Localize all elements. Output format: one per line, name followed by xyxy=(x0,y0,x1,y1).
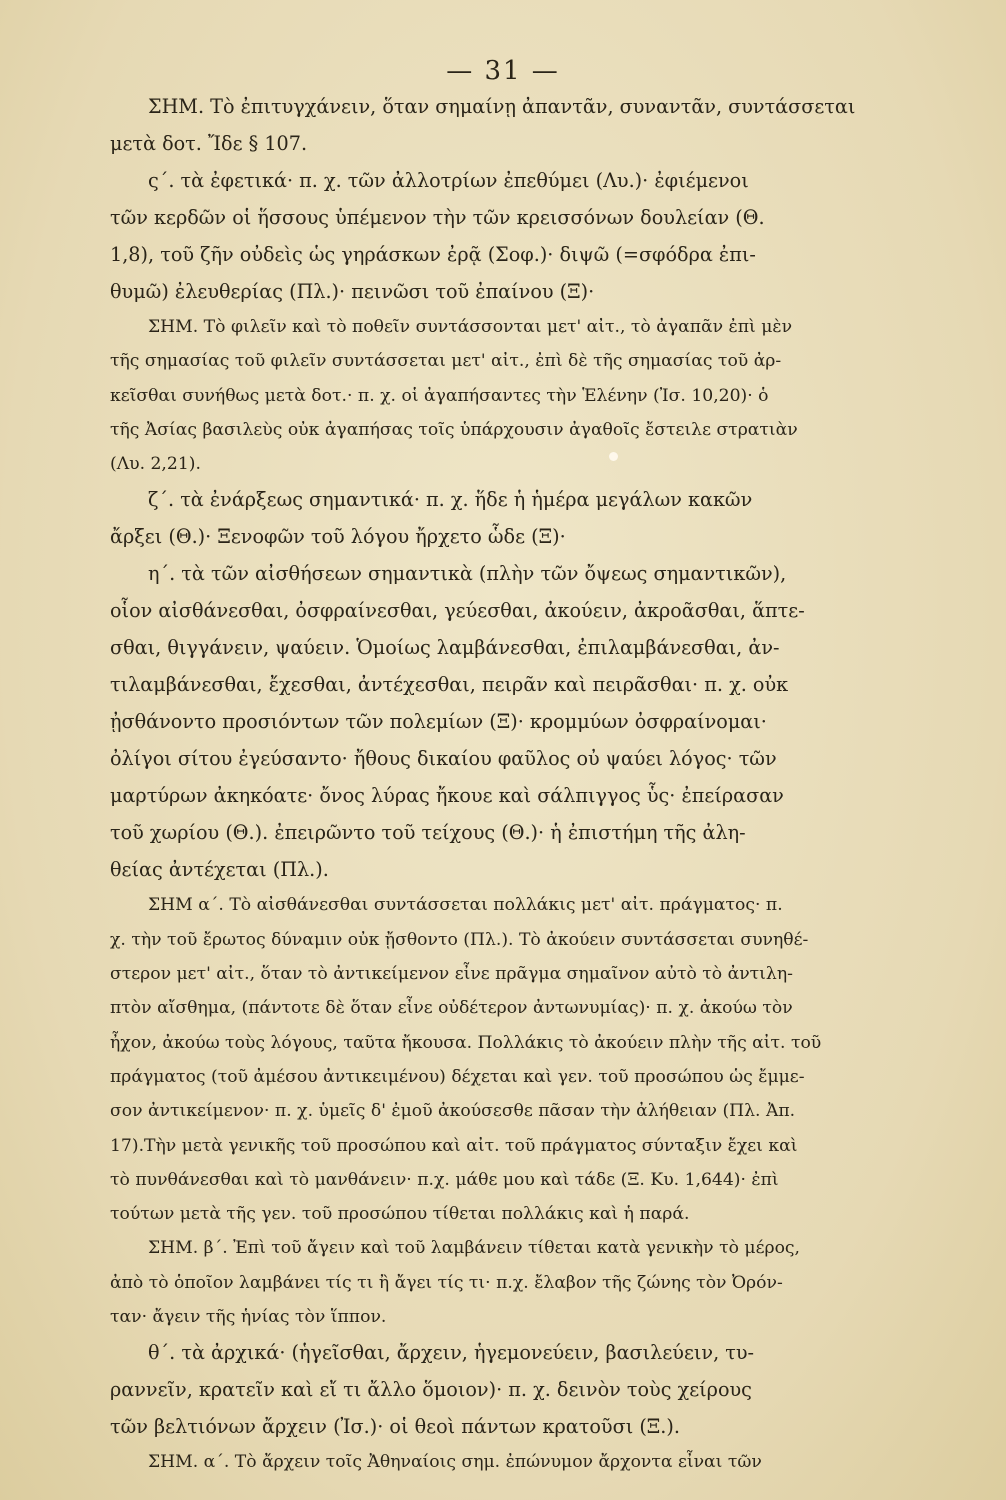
text-line: τῶν κερδῶν οἱ ἥσσους ὑπέμενον τὴν τῶν κρεισσόνων δουλείαν (Θ. xyxy=(110,206,765,229)
text-line: (Λυ. 2,21). xyxy=(110,454,201,475)
text-line: σθαι, θιγγάνειν, ψαύειν. Ὁμοίως λαμβάνεσθαι, ἐπιλαμβάνεσθαι, ἀν- xyxy=(110,636,780,660)
text-line: τούτων μετὰ τῆς γεν. τοῦ προσώπου τίθεται πολλάκις καὶ ἡ παρά. xyxy=(110,1204,690,1225)
page-number: — 31 — xyxy=(446,56,560,86)
text-line: ΣΗΜ α΄. Τὸ αἰσθάνεσθαι συντάσσεται πολλάκις μετ' αἰτ. πράγματος· π. xyxy=(148,895,783,916)
text-line: ΣΗΜ. Τὸ φιλεῖν καὶ τὸ ποθεῖν συντάσσονται μετ' αἰτ., τὸ ἀγαπᾶν ἐπὶ μὲν xyxy=(148,317,793,337)
text-line: 1,8), τοῦ ζῆν οὐδεὶς ὡς γηράσκων ἐρᾷ (Σοφ.)· διψῶ (=σφόδρα ἐπι- xyxy=(110,243,756,266)
text-line: ΣΗΜ. β΄. Ἐπὶ τοῦ ἄγειν καὶ τοῦ λαμβάνειν τίθεται κατὰ γενικὴν τὸ μέρος, xyxy=(148,1238,801,1259)
text-line: ἦχον, ἀκούω τοὺς λόγους, ταῦτα ἤκουσα. Πολλάκις τὸ ἀκούειν πλὴν τῆς αἰτ. τοῦ xyxy=(110,1032,822,1053)
text-line: ἀπὸ τὸ ὁποῖον λαμβάνει τίς τι ἢ ἄγει τίς τι· π.χ. ἔλαβον τῆς ζώνης τὸν Ὀρόν- xyxy=(110,1272,783,1293)
text-line: τὸ πυνθάνεσθαι καὶ τὸ μανθάνειν· π.χ. μάθε μου καὶ τάδε (Ξ. Κυ. 1,644)· ἐπὶ xyxy=(110,1169,779,1190)
text-line: ᾐσθάνοντο προσιόντων τῶν πολεμίων (Ξ)· κρομμύων ὀσφραίνομαι· xyxy=(110,710,767,734)
text-line: κεῖσθαι συνήθως μετὰ δοτ.· π. χ. οἱ ἀγαπήσαντες τὴν Ἑλένην (Ἰσ. 10,20)· ὁ xyxy=(110,385,769,406)
text-line: χ. τὴν τοῦ ἔρωτος δύναμιν οὐκ ᾔσθοντο (Πλ.). Τὸ ἀκούειν συντάσσεται συνηθέ- xyxy=(110,929,809,950)
text-line: ΣΗΜ. α΄. Τὸ ἄρχειν τοῖς Ἀθηναίοις σημ. ἐπώνυμον ἄρχοντα εἶναι τῶν xyxy=(148,1452,762,1473)
text-line: ς΄. τὰ ἐφετικά· π. χ. τῶν ἀλλοτρίων ἐπεθύμει (Λυ.)· ἐφιέμενοι xyxy=(148,169,749,192)
text-line: ταν· ἄγειν τῆς ἡνίας τὸν ἵππον. xyxy=(110,1307,387,1328)
text-line: 17).Τὴν μετὰ γενικῆς τοῦ προσώπου καὶ αἰτ. τοῦ πράγματος σύνταξιν ἔχει καὶ xyxy=(110,1135,798,1156)
text-line: ζ΄. τὰ ἐνάρξεως σημαντικά· π. χ. ἥδε ἡ ἡμέρα μεγάλων κακῶν xyxy=(148,488,753,512)
text-line: τοῦ χωρίου (Θ.). ἐπειρῶντο τοῦ τείχους (Θ.)· ἡ ἐπιστήμη τῆς ἀλη- xyxy=(110,821,746,845)
text-line: ΣΗΜ. Τὸ ἐπιτυγχάνειν, ὅταν σημαίνῃ ἀπαντᾶν, συναντᾶν, συντάσσεται xyxy=(148,95,856,118)
text-line: πράγματος (τοῦ ἀμέσου ἀντικειμένου) δέχεται καὶ γεν. τοῦ προσώπου ὡς ἔμμε- xyxy=(110,1066,805,1087)
text-line: οἷον αἰσθάνεσθαι, ὀσφραίνεσθαι, γεύεσθαι, ἀκούειν, ἀκροᾶσθαι, ἅπτε- xyxy=(110,599,805,623)
text-line: τιλαμβάνεσθαι, ἔχεσθαι, ἀντέχεσθαι, πειρᾶν καὶ πειρᾶσθαι· π. χ. οὐκ xyxy=(110,673,789,697)
text-line: ἄρξει (Θ.)· Ξενοφῶν τοῦ λόγου ἤρχετο ὧδε (Ξ)· xyxy=(110,525,566,549)
text-line: μαρτύρων ἀκηκόατε· ὄνος λύρας ἤκουε καὶ σάλπιγγος ὗς· ἐπείρασαν xyxy=(110,784,784,808)
text-line: σον ἀντικείμενον· π. χ. ὑμεῖς δ' ἐμοῦ ἀκούσεσθε πᾶσαν τὴν ἀλήθειαν (Πλ. Ἀπ. xyxy=(110,1101,796,1122)
text-line: τῆς Ἀσίας βασιλεὺς οὐκ ἀγαπήσας τοῖς ὑπάρχουσιν ἀγαθοῖς ἔστειλε στρατιὰν xyxy=(110,419,798,440)
page-text-body xyxy=(110,88,880,1480)
text-line: θείας ἀντέχεται (Πλ.). xyxy=(110,858,329,882)
text-line: θυμῶ) ἐλευθερίας (Πλ.)· πεινῶσι τοῦ ἐπαίνου (Ξ)· xyxy=(110,280,595,303)
text-line: η΄. τὰ τῶν αἰσθήσεων σημαντικὰ (πλὴν τῶν ὄψεως σημαντικῶν), xyxy=(148,562,787,586)
text-line: ὀλίγοι σίτου ἐγεύσαντο· ἤθους δικαίου φαῦλος οὐ ψαύει λόγος· τῶν xyxy=(110,747,777,771)
text-line: θ΄. τὰ ἀρχικά· (ἡγεῖσθαι, ἄρχειν, ἡγεμονεύειν, βασιλεύειν, τυ- xyxy=(148,1341,755,1365)
text-line: ραννεῖν, κρατεῖν καὶ εἴ τι ἄλλο ὅμοιον)· π. χ. δεινὸν τοὺς χείρους xyxy=(110,1378,752,1402)
text-line: πτὸν αἴσθημα, (πάντοτε δὲ ὅταν εἶνε οὐδέτερον ἀντωνυμίας)· π. χ. ἀκούω τὸν xyxy=(110,998,793,1019)
text-line: τῶν βελτιόνων ἄρχειν (Ἰσ.)· οἱ θεοὶ πάντων κρατοῦσι (Ξ.). xyxy=(110,1415,680,1439)
text-line: μετὰ δοτ. Ἴδε § 107. xyxy=(110,132,308,155)
text-line: στερον μετ' αἰτ., ὅταν τὸ ἀντικείμενον εἶνε πρᾶγμα σημαῖνον αὐτὸ τὸ ἀντιλη- xyxy=(110,964,793,985)
text-line: τῆς σημασίας τοῦ φιλεῖν συντάσσεται μετ' αἰτ., ἐπὶ δὲ τῆς σημασίας τοῦ ἀρ- xyxy=(110,351,782,372)
